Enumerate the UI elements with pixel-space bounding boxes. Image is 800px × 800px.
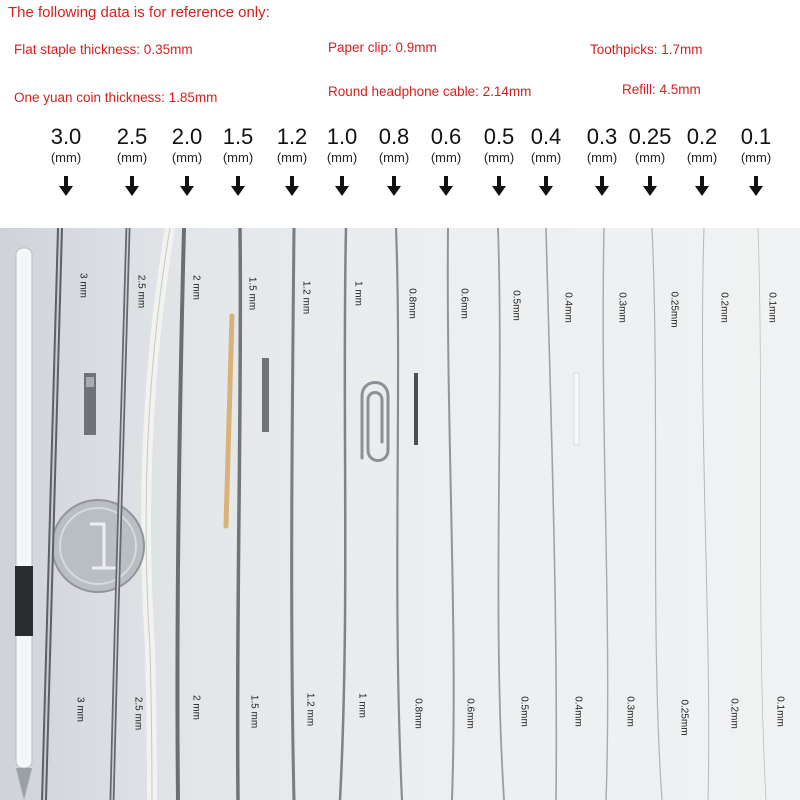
wire-label-bottom: 0.25mm: [678, 699, 690, 736]
ref-toothpicks: Toothpicks: 1.7mm: [590, 42, 703, 57]
ref-flat-staple: Flat staple thickness: 0.35mm: [14, 42, 193, 57]
wire-label-bottom: 0.6mm: [464, 698, 476, 729]
down-arrow-icon: [236, 176, 240, 186]
size-unit: (mm): [483, 150, 515, 165]
down-arrow-icon: [444, 176, 448, 186]
wire-label-bottom: 2.5 mm: [132, 696, 144, 731]
size-unit: (mm): [116, 150, 148, 165]
size-unit: (mm): [171, 150, 203, 165]
down-arrow-icon: [600, 176, 604, 186]
size-unit: (mm): [222, 150, 254, 165]
size-value: 0.6: [430, 124, 462, 149]
wire-label-top: 0.1mm: [766, 292, 778, 323]
toothpick: [226, 316, 232, 526]
wire-label-bottom: 0.1mm: [774, 696, 786, 727]
size-marker: [312, 124, 372, 186]
size-unit: (mm): [430, 150, 462, 165]
wire-label-bottom: 0.4mm: [572, 696, 584, 727]
size-value: 0.4: [530, 124, 562, 149]
wire-label-bottom: 0.8mm: [412, 698, 424, 729]
size-unit: (mm): [326, 150, 358, 165]
size-value: 2.5: [116, 124, 148, 149]
size-unit: (mm): [586, 150, 618, 165]
wire-label-top: 0.6mm: [458, 288, 470, 319]
down-arrow-icon: [185, 176, 189, 186]
size-marker: [516, 124, 576, 186]
size-value: 3.0: [50, 124, 82, 149]
down-arrow-icon: [64, 176, 68, 186]
size-unit: (mm): [686, 150, 718, 165]
wire-label-bottom: 0.3mm: [624, 696, 636, 727]
wire-label-bottom: 1.5 mm: [248, 694, 260, 729]
wire-label-top: 0.25mm: [668, 291, 680, 328]
wire-label-bottom: 3 mm: [74, 697, 86, 722]
wire-label-top: 3 mm: [77, 273, 89, 298]
wire-label-top: 0.3mm: [616, 292, 628, 323]
wire-label-top: 2.5 mm: [135, 274, 147, 309]
ref-paper-clip: Paper clip: 0.9mm: [328, 40, 437, 55]
wire-label-top: 0.5mm: [510, 290, 522, 321]
reference-intro: The following data is for reference only:: [8, 4, 270, 21]
down-arrow-icon: [700, 176, 704, 186]
down-arrow-icon: [497, 176, 501, 186]
size-unit: (mm): [50, 150, 82, 165]
wire-label-top: 2 mm: [190, 275, 202, 300]
size-value: 1.0: [326, 124, 358, 149]
size-value: 0.8: [378, 124, 410, 149]
ref-yuan-coin: One yuan coin thickness: 1.85mm: [14, 90, 218, 105]
wire-label-bottom: 0.5mm: [518, 696, 530, 727]
wire-label-top: 1.2 mm: [300, 280, 312, 315]
size-unit: (mm): [530, 150, 562, 165]
size-marker: [208, 124, 268, 186]
size-marker: [672, 124, 732, 186]
size-marker: [36, 124, 96, 186]
size-marker: [620, 124, 680, 186]
wire-label-bottom: 0.2mm: [728, 698, 740, 729]
refill: [15, 248, 33, 800]
wire-label-top: 0.2mm: [718, 292, 730, 323]
ref-refill: Refill: 4.5mm: [622, 82, 701, 97]
wire-label-top: 0.8mm: [406, 288, 418, 319]
size-value: 1.2: [276, 124, 308, 149]
down-arrow-icon: [392, 176, 396, 186]
down-arrow-icon: [340, 176, 344, 186]
wire-label-top: 1 mm: [352, 281, 364, 306]
size-unit: (mm): [740, 150, 772, 165]
size-marker: [416, 124, 476, 186]
wire-label-top: 0.4mm: [562, 292, 574, 323]
down-arrow-icon: [754, 176, 758, 186]
down-arrow-icon: [290, 176, 294, 186]
down-arrow-icon: [648, 176, 652, 186]
size-value: 1.5: [222, 124, 254, 149]
wire-label-bottom: 1.2 mm: [304, 692, 316, 727]
reference-header: [0, 0, 800, 228]
wire-label-bottom: 2 mm: [190, 695, 202, 720]
wire-photo: [0, 228, 800, 800]
size-unit: (mm): [276, 150, 308, 165]
down-arrow-icon: [544, 176, 548, 186]
size-unit: (mm): [378, 150, 410, 165]
size-marker: [726, 124, 786, 186]
wire-label-bottom: 1 mm: [356, 693, 368, 718]
size-value: 0.1: [740, 124, 772, 149]
size-unit: (mm): [634, 150, 666, 165]
size-value: 0.5: [483, 124, 515, 149]
yuan-coin: [52, 500, 144, 592]
size-scale: [0, 124, 800, 224]
paper-clip: [362, 383, 388, 461]
ref-headphone-cable: Round headphone cable: 2.14mm: [328, 84, 532, 99]
size-value: 0.3: [586, 124, 618, 149]
size-value: 0.2: [686, 124, 718, 149]
size-value: 2.0: [171, 124, 203, 149]
down-arrow-icon: [130, 176, 134, 186]
wire-label-top: 1.5 mm: [246, 276, 258, 311]
size-marker: [102, 124, 162, 186]
size-marker: [364, 124, 424, 186]
size-value: 0.25: [628, 124, 672, 149]
